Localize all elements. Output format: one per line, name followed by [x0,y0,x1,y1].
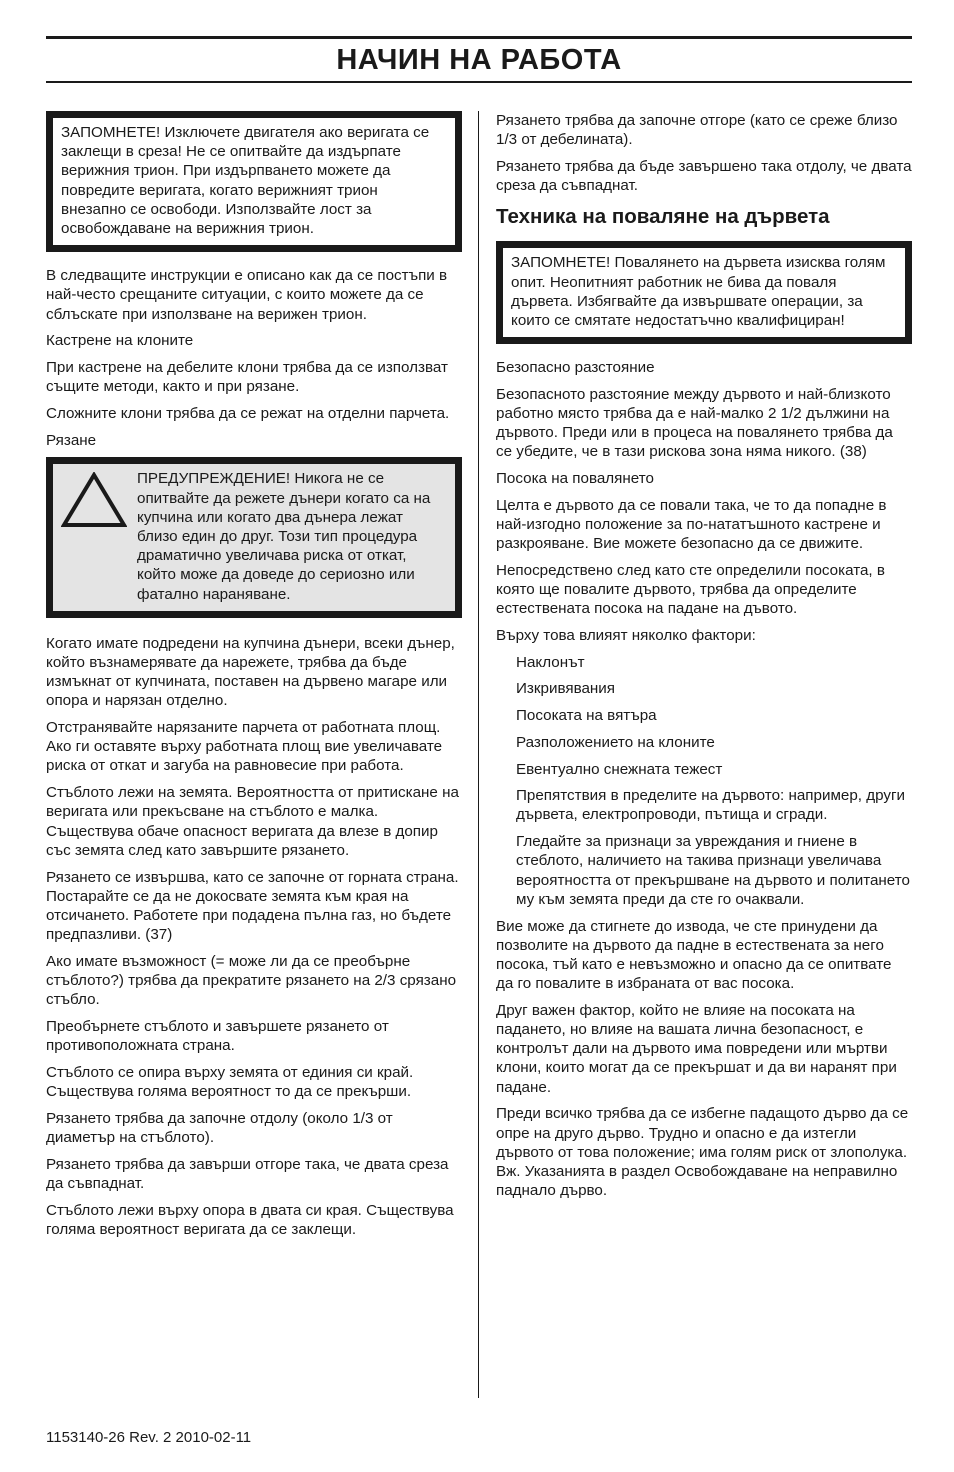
section-heading-felling: Техника на поваляне на дървета [496,205,830,229]
warning-text: ПРЕДУПРЕЖДЕНИЕ! Никога не се опитвайте да режете дънери когато са на купчина или когато два дънера лежат близо един до друг. Този тип процедура драматично увеличава риска от откат, който може да доведе до сериозно или фатално нараняване. [137,470,431,603]
paragraph: Друг важен фактор, който не влияе на посоката на падането, но влияе на вашата лична безопасност, е контролът дали на дървото има повредени или мъртви клони, които могат да се прекършат и да ви наранят при падане. [496,1001,897,1096]
paragraph: Рязането трябва да завърши отгоре така, че двата среза да съвпаднат. [46,1155,449,1192]
paragraph: В следващите инструкции е описано как да се постъпи в най-често срещаните ситуации, с които можете да се сблъскате при използване на верижен трион. [46,267,448,323]
left-column [46,111,462,1246]
notice-text: ЗАПОМНЕТЕ! Изключете двигателя ако веригата се заклещи в среза! Не се опитвайте да издърпате верижния трион. При издърпването можете да повредите веригата, когато верижният трион внезапно се освободи. Използвайте лост за освобождаване на верижния трион. [61,124,430,238]
paragraph: Вие може да стигнете до извода, че сте принудени да позволите на дървото да падне в естествената за него посока, тъй като е невъзможно и опасно да се опитвате да го повалите в избраната от вас посока. [496,917,892,993]
right-column [496,111,912,1208]
paragraph: Рязането трябва да започне отгоре (като се среже близо 1/3 от дебелината). [496,112,898,149]
paragraph: При кастрене на дебелите клони трябва да се използват същите методи, както и при рязане. [46,359,448,396]
header-rule-top [46,36,912,39]
notice-box-chain-stuck [46,111,462,252]
notice-box-felling [496,241,912,344]
notice-text: ЗАПОМНЕТЕ! Повалянето на дървета изисква голям опит. Неопитният работник не бива да поваля дървета. Избягвайте да извършвате операции, за които се смятате недостатъчно квалифициран! [511,254,886,329]
paragraph: Рязането се извършва, като се започне от горната страна. Постарайте се да не докосвате земята към края на отсичането. Работете при подадена пълна газ, но бъдете предпазливи. (37) [46,868,459,944]
paragraph: Отстранявайте нарязаните парчета от работната площ. Ако ги оставяте върху работната площ вие увеличавате риска от откат и загуба на равновесие при работа. [46,719,443,775]
paragraph: Рязането трябва да започне отдолу (около 1/3 от диаметър на стъблото). [46,1109,393,1146]
paragraph: Безопасното разстояние между дървото и най-близкото работно място трябва да е най-малко 2 1/2 дължини на дървото. Преди или в процеса на повалянето трябва да се убедите, че в тази рискова зона няма никого. (38) [496,385,893,461]
factor-item: Гледайте за признаци за увреждания и гниене в стеблото, наличието на такива признаци увеличава вероятността от прекършване на дървото и политането му към земята преди да сте го очаквали. [516,833,910,908]
header-rule-bottom [46,81,912,83]
paragraph: Непосредствено след като сте определили посоката, в която ще повалите дървото, трябва да определите естествената посока на падане на дъвото. [496,561,885,618]
section-label-felling-direction: Посока на повалянето [496,470,654,488]
paragraph: Сложните клони трябва да се режат на отделни парчета. [46,404,450,422]
page-title: НАЧИН НА РАБОТА [336,44,622,76]
paragraph: Когато имате подредени на купчина дънери, всеки дънер, който възнамерявате да нарежете, трябва да бъде измъкнат от купчината, поставен на дървено магаре или опора и нарязан отделно. [46,634,455,710]
paragraph: Целта е дървото да се повали така, че то да попадне в най-изгодно положение за по-нататъшното кастрене и разкрояване. Вие можете безопасно да се движите. [496,496,887,553]
paragraph: Преди всичко трябва да се избегне падащото дърво да се опре на друго дърво. Трудно и опасно е да изтегли дървото от това положение; има голям риск от злополука. Вж. Указанията в раздел Освобождаване на неправилно паднало дърво. [496,1105,909,1200]
warning-triangle-icon [61,472,127,528]
factor-item: Наклонът [516,653,585,671]
factor-item: Разположението на клоните [516,733,715,751]
column-divider [478,111,479,1398]
document-footer-id: 1153140-26 Rev. 2 2010-02-11 [46,1429,252,1446]
section-label-safe-distance: Безопасно разстояние [496,359,655,377]
factor-item: Изкривявания [516,680,616,698]
warning-box-log-pile [46,457,462,617]
paragraph: Върху това влияят няколко фактори: [496,627,756,645]
factor-item: Препятствия в пределите на дървото: например, други дървета, електропроводи, пътища и сгради. [516,787,905,824]
section-label-cutting: Рязане [46,431,97,449]
paragraph: Рязането трябва да бъде завършено така отдолу, че двата среза да съвпаднат. [496,157,912,195]
factor-item: Посоката на вятъра [516,707,657,725]
paragraph: Преобърнете стъблото и завършете рязането от противоположната страна. [46,1017,389,1055]
section-label-limbing: Кастрене на клоните [46,332,194,350]
paragraph: Стъблото се опира върху земята от единия си край. Съществува голяма вероятност то да се прекърши. [46,1063,414,1101]
paragraph: Стъблото лежи върху опора в двата си края. Съществува голяма вероятност веригата да се заклещи. [46,1201,454,1238]
factor-item: Евентуално снежната тежест [516,760,723,778]
paragraph: Ако имате възможност (= може ли да се преобърне стъблото?) трябва да прекратите рязането на 2/3 срязано стъбло. [46,952,457,1009]
paragraph: Стъблото лежи на земята. Вероятността от притискане на веригата или прекъсване на стъблото е малка. Съществува обаче опасност веригата да влезе в допир със земята след като завършите рязането. [46,784,459,859]
